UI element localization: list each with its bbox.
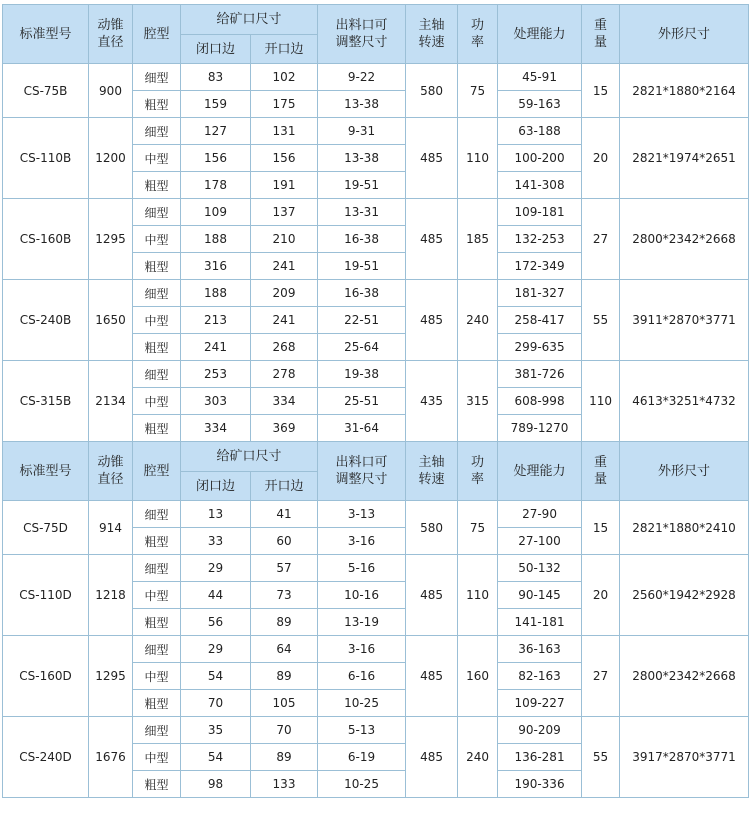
speed-cell: 485 (406, 280, 458, 361)
discharge-cell: 10-25 (318, 771, 406, 798)
open-side-cell: 210 (251, 226, 318, 253)
open-side-cell: 156 (251, 145, 318, 172)
model-cell: CS-160B (3, 199, 89, 280)
capacity-cell: 381-726 (498, 361, 582, 388)
open-side-cell: 241 (251, 307, 318, 334)
speed-cell: 485 (406, 118, 458, 199)
discharge-cell: 5-13 (318, 717, 406, 744)
closed-side-cell: 188 (181, 226, 251, 253)
open-side-cell: 89 (251, 744, 318, 771)
cavity-cell: 细型 (133, 118, 181, 145)
discharge-cell: 13-38 (318, 145, 406, 172)
header-capacity: 处理能力 (498, 5, 582, 64)
capacity-cell: 181-327 (498, 280, 582, 307)
discharge-cell: 10-25 (318, 690, 406, 717)
table-row (3, 636, 749, 663)
header-model: 标准型号 (3, 442, 89, 501)
cavity-cell: 粗型 (133, 690, 181, 717)
open-side-cell: 41 (251, 501, 318, 528)
dimensions-cell: 2800*2342*2668 (620, 636, 749, 717)
closed-side-cell: 127 (181, 118, 251, 145)
speed-cell: 580 (406, 501, 458, 555)
capacity-cell: 789-1270 (498, 415, 582, 442)
cavity-cell: 中型 (133, 388, 181, 415)
header-dimensions: 外形尺寸 (620, 5, 749, 64)
header-spindle-speed: 主轴 转速 (406, 5, 458, 64)
model-cell: CS-110B (3, 118, 89, 199)
dimensions-cell: 3917*2870*3771 (620, 717, 749, 798)
closed-side-cell: 29 (181, 555, 251, 582)
model-cell: CS-160D (3, 636, 89, 717)
weight-cell: 20 (582, 555, 620, 636)
power-cell: 110 (458, 118, 498, 199)
cavity-cell: 中型 (133, 582, 181, 609)
closed-side-cell: 98 (181, 771, 251, 798)
cavity-cell: 中型 (133, 663, 181, 690)
closed-side-cell: 188 (181, 280, 251, 307)
open-side-cell: 89 (251, 663, 318, 690)
header-feed-opening: 给矿口尺寸 (181, 442, 318, 472)
cavity-cell: 粗型 (133, 609, 181, 636)
capacity-cell: 36-163 (498, 636, 582, 663)
cone-crusher-spec-table (2, 4, 749, 798)
discharge-cell: 6-16 (318, 663, 406, 690)
cone-diameter-cell: 1295 (89, 636, 133, 717)
closed-side-cell: 159 (181, 91, 251, 118)
header-capacity: 处理能力 (498, 442, 582, 501)
table-row (3, 361, 749, 388)
discharge-cell: 19-51 (318, 172, 406, 199)
closed-side-cell: 303 (181, 388, 251, 415)
capacity-cell: 299-635 (498, 334, 582, 361)
dimensions-cell: 3911*2870*3771 (620, 280, 749, 361)
capacity-cell: 172-349 (498, 253, 582, 280)
header-open-side: 开口边 (251, 35, 318, 64)
open-side-cell: 278 (251, 361, 318, 388)
cavity-cell: 粗型 (133, 334, 181, 361)
cone-diameter-cell: 914 (89, 501, 133, 555)
closed-side-cell: 33 (181, 528, 251, 555)
open-side-cell: 191 (251, 172, 318, 199)
model-cell: CS-75B (3, 64, 89, 118)
header-row (3, 442, 749, 472)
table-row (3, 118, 749, 145)
open-side-cell: 268 (251, 334, 318, 361)
discharge-cell: 19-51 (318, 253, 406, 280)
discharge-cell: 25-64 (318, 334, 406, 361)
closed-side-cell: 54 (181, 663, 251, 690)
capacity-cell: 109-227 (498, 690, 582, 717)
header-cavity: 腔型 (133, 442, 181, 501)
header-dimensions: 外形尺寸 (620, 442, 749, 501)
open-side-cell: 73 (251, 582, 318, 609)
discharge-cell: 19-38 (318, 361, 406, 388)
discharge-cell: 25-51 (318, 388, 406, 415)
open-side-cell: 57 (251, 555, 318, 582)
discharge-cell: 31-64 (318, 415, 406, 442)
cavity-cell: 粗型 (133, 528, 181, 555)
open-side-cell: 137 (251, 199, 318, 226)
discharge-cell: 3-13 (318, 501, 406, 528)
open-side-cell: 133 (251, 771, 318, 798)
discharge-cell: 22-51 (318, 307, 406, 334)
weight-cell: 20 (582, 118, 620, 199)
dimensions-cell: 2800*2342*2668 (620, 199, 749, 280)
spec-table-container (2, 4, 748, 798)
header-spindle-speed: 主轴 转速 (406, 442, 458, 501)
speed-cell: 485 (406, 717, 458, 798)
cavity-cell: 细型 (133, 280, 181, 307)
open-side-cell: 60 (251, 528, 318, 555)
cavity-cell: 中型 (133, 307, 181, 334)
closed-side-cell: 70 (181, 690, 251, 717)
table-row (3, 280, 749, 307)
dimensions-cell: 4613*3251*4732 (620, 361, 749, 442)
open-side-cell: 209 (251, 280, 318, 307)
header-closed-side: 闭口边 (181, 472, 251, 501)
cavity-cell: 中型 (133, 145, 181, 172)
closed-side-cell: 56 (181, 609, 251, 636)
header-power: 功 率 (458, 442, 498, 501)
weight-cell: 27 (582, 199, 620, 280)
closed-side-cell: 35 (181, 717, 251, 744)
capacity-cell: 90-209 (498, 717, 582, 744)
closed-side-cell: 316 (181, 253, 251, 280)
header-feed-opening: 给矿口尺寸 (181, 5, 318, 35)
power-cell: 315 (458, 361, 498, 442)
model-cell: CS-240B (3, 280, 89, 361)
open-side-cell: 175 (251, 91, 318, 118)
weight-cell: 15 (582, 501, 620, 555)
discharge-cell: 9-31 (318, 118, 406, 145)
weight-cell: 15 (582, 64, 620, 118)
cavity-cell: 细型 (133, 64, 181, 91)
speed-cell: 485 (406, 555, 458, 636)
header-weight: 重 量 (582, 5, 620, 64)
discharge-cell: 16-38 (318, 226, 406, 253)
cavity-cell: 粗型 (133, 415, 181, 442)
model-cell: CS-315B (3, 361, 89, 442)
header-weight: 重 量 (582, 442, 620, 501)
cone-diameter-cell: 1650 (89, 280, 133, 361)
speed-cell: 580 (406, 64, 458, 118)
weight-cell: 55 (582, 717, 620, 798)
capacity-cell: 27-90 (498, 501, 582, 528)
closed-side-cell: 44 (181, 582, 251, 609)
closed-side-cell: 54 (181, 744, 251, 771)
power-cell: 160 (458, 636, 498, 717)
capacity-cell: 45-91 (498, 64, 582, 91)
cone-diameter-cell: 2134 (89, 361, 133, 442)
cavity-cell: 中型 (133, 226, 181, 253)
weight-cell: 55 (582, 280, 620, 361)
discharge-cell: 9-22 (318, 64, 406, 91)
closed-side-cell: 178 (181, 172, 251, 199)
model-cell: CS-75D (3, 501, 89, 555)
closed-side-cell: 13 (181, 501, 251, 528)
power-cell: 240 (458, 717, 498, 798)
open-side-cell: 241 (251, 253, 318, 280)
header-cavity: 腔型 (133, 5, 181, 64)
capacity-cell: 59-163 (498, 91, 582, 118)
open-side-cell: 102 (251, 64, 318, 91)
header-cone-diameter: 动锥 直径 (89, 5, 133, 64)
open-side-cell: 334 (251, 388, 318, 415)
dimensions-cell: 2821*1880*2410 (620, 501, 749, 555)
header-closed-side: 闭口边 (181, 35, 251, 64)
closed-side-cell: 109 (181, 199, 251, 226)
table-body (3, 5, 749, 798)
cavity-cell: 细型 (133, 636, 181, 663)
open-side-cell: 70 (251, 717, 318, 744)
closed-side-cell: 241 (181, 334, 251, 361)
discharge-cell: 6-19 (318, 744, 406, 771)
closed-side-cell: 213 (181, 307, 251, 334)
header-discharge: 出料口可 调整尺寸 (318, 442, 406, 501)
capacity-cell: 141-181 (498, 609, 582, 636)
discharge-cell: 13-38 (318, 91, 406, 118)
discharge-cell: 13-19 (318, 609, 406, 636)
discharge-cell: 10-16 (318, 582, 406, 609)
capacity-cell: 27-100 (498, 528, 582, 555)
power-cell: 110 (458, 555, 498, 636)
discharge-cell: 3-16 (318, 636, 406, 663)
open-side-cell: 369 (251, 415, 318, 442)
discharge-cell: 13-31 (318, 199, 406, 226)
cone-diameter-cell: 1295 (89, 199, 133, 280)
speed-cell: 485 (406, 636, 458, 717)
open-side-cell: 64 (251, 636, 318, 663)
capacity-cell: 608-998 (498, 388, 582, 415)
model-cell: CS-240D (3, 717, 89, 798)
header-cone-diameter: 动锥 直径 (89, 442, 133, 501)
header-open-side: 开口边 (251, 472, 318, 501)
dimensions-cell: 2821*1880*2164 (620, 64, 749, 118)
capacity-cell: 90-145 (498, 582, 582, 609)
speed-cell: 435 (406, 361, 458, 442)
table-row (3, 501, 749, 528)
closed-side-cell: 334 (181, 415, 251, 442)
header-power: 功 率 (458, 5, 498, 64)
open-side-cell: 89 (251, 609, 318, 636)
cavity-cell: 细型 (133, 555, 181, 582)
capacity-cell: 190-336 (498, 771, 582, 798)
discharge-cell: 16-38 (318, 280, 406, 307)
capacity-cell: 50-132 (498, 555, 582, 582)
cavity-cell: 中型 (133, 744, 181, 771)
capacity-cell: 100-200 (498, 145, 582, 172)
cone-diameter-cell: 1200 (89, 118, 133, 199)
weight-cell: 27 (582, 636, 620, 717)
table-row (3, 199, 749, 226)
dimensions-cell: 2560*1942*2928 (620, 555, 749, 636)
closed-side-cell: 29 (181, 636, 251, 663)
header-model: 标准型号 (3, 5, 89, 64)
speed-cell: 485 (406, 199, 458, 280)
capacity-cell: 132-253 (498, 226, 582, 253)
cone-diameter-cell: 1218 (89, 555, 133, 636)
capacity-cell: 109-181 (498, 199, 582, 226)
power-cell: 240 (458, 280, 498, 361)
model-cell: CS-110D (3, 555, 89, 636)
cavity-cell: 细型 (133, 361, 181, 388)
header-row (3, 5, 749, 35)
open-side-cell: 131 (251, 118, 318, 145)
power-cell: 185 (458, 199, 498, 280)
cavity-cell: 细型 (133, 199, 181, 226)
closed-side-cell: 253 (181, 361, 251, 388)
cavity-cell: 粗型 (133, 172, 181, 199)
discharge-cell: 3-16 (318, 528, 406, 555)
capacity-cell: 141-308 (498, 172, 582, 199)
cavity-cell: 细型 (133, 501, 181, 528)
weight-cell: 110 (582, 361, 620, 442)
cavity-cell: 细型 (133, 717, 181, 744)
discharge-cell: 5-16 (318, 555, 406, 582)
open-side-cell: 105 (251, 690, 318, 717)
power-cell: 75 (458, 501, 498, 555)
capacity-cell: 136-281 (498, 744, 582, 771)
header-discharge: 出料口可 调整尺寸 (318, 5, 406, 64)
table-row (3, 64, 749, 91)
closed-side-cell: 156 (181, 145, 251, 172)
capacity-cell: 258-417 (498, 307, 582, 334)
cone-diameter-cell: 900 (89, 64, 133, 118)
cone-diameter-cell: 1676 (89, 717, 133, 798)
closed-side-cell: 83 (181, 64, 251, 91)
cavity-cell: 粗型 (133, 91, 181, 118)
power-cell: 75 (458, 64, 498, 118)
table-row (3, 555, 749, 582)
cavity-cell: 粗型 (133, 253, 181, 280)
cavity-cell: 粗型 (133, 771, 181, 798)
dimensions-cell: 2821*1974*2651 (620, 118, 749, 199)
capacity-cell: 82-163 (498, 663, 582, 690)
table-row (3, 717, 749, 744)
capacity-cell: 63-188 (498, 118, 582, 145)
